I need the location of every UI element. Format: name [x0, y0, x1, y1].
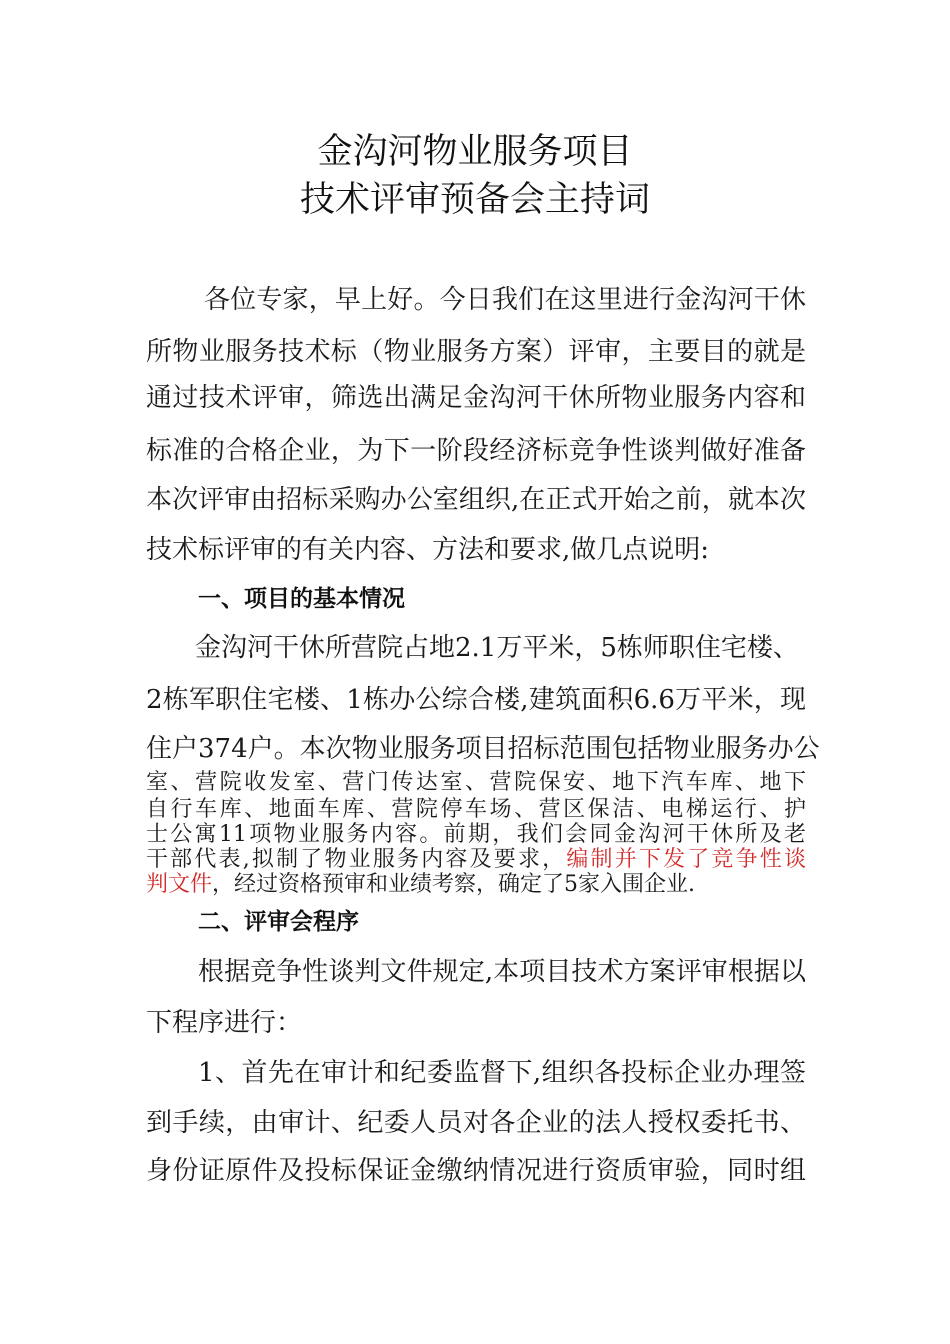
section1-line-7 [146, 847, 806, 873]
section1-heading: 一、项目的基本情况 [198, 586, 405, 612]
intro-line-2: 所物业服务技术标（物业服务方案）评审，主要目的就是 [146, 337, 806, 367]
section2-line-2: 下程序进行： [146, 1008, 303, 1038]
item1-line-2: 到手续，由审计、纪委人员对各企业的法人授权委托书、 [146, 1108, 806, 1138]
section1-line-7-text: 干部代表,拟制了物业服务内容及要求， [146, 847, 567, 872]
section1-line-8-highlight: 判文件 [146, 872, 213, 897]
section1-line-3: 住户374户。本次物业服务项目招标范围包括物业服务办公 [146, 734, 820, 764]
section2-line-1: 根据竞争性谈判文件规定,本项目技术方案评审根据以 [198, 957, 806, 987]
item1-line-3: 身份证原件及投标保证金缴纳情况进行资质审验，同时组 [146, 1156, 806, 1186]
section1-line-1: 金沟河干休所营院占地2.1万平米，5栋师职住宅楼、 [195, 633, 799, 663]
intro-line-3: 通过技术评审，筛选出满足金沟河干休所物业服务内容和 [146, 383, 806, 413]
section2-heading: 二、评审会程序 [198, 909, 359, 935]
item1-line-1: 1、首先在审计和纪委监督下,组织各投标企业办理签 [198, 1058, 806, 1088]
intro-line-4: 标准的合格企业，为下一阶段经济标竞争性谈判做好准备 [146, 436, 806, 466]
intro-line-5: 本次评审由招标采购办公室组织,在正式开始之前，就本次 [146, 485, 806, 515]
section1-line-7-highlight: 编制并下发了竞争性谈 [566, 847, 806, 872]
intro-line-6: 技术标评审的有关内容、方法和要求,做几点说明: [146, 535, 710, 565]
section1-line-8-text: ，经过资格预审和业绩考察，确定了5家入围企业. [212, 872, 696, 897]
intro-line-1: 各位专家，早上好。今日我们在这里进行金沟河干休 [204, 285, 806, 315]
document-title-line1: 金沟河物业服务项目 [317, 132, 633, 172]
section1-line-4: 室、营院收发室、营门传达室、营院保安、地下汽车库、地下 [146, 770, 806, 795]
section1-line-6: 士公寓11项物业服务内容。前期，我们会同金沟河干休所及老 [146, 822, 806, 847]
section1-line-5: 自行车库、地面车库、营院停车场、营区保洁、电梯运行、护 [146, 797, 806, 822]
section1-line-8 [146, 872, 806, 898]
document-title-line2: 技术评审预备会主持词 [299, 180, 650, 220]
section1-line-2: 2栋军职住宅楼、1栋办公综合楼,建筑面积6.6万平米，现 [146, 685, 806, 715]
